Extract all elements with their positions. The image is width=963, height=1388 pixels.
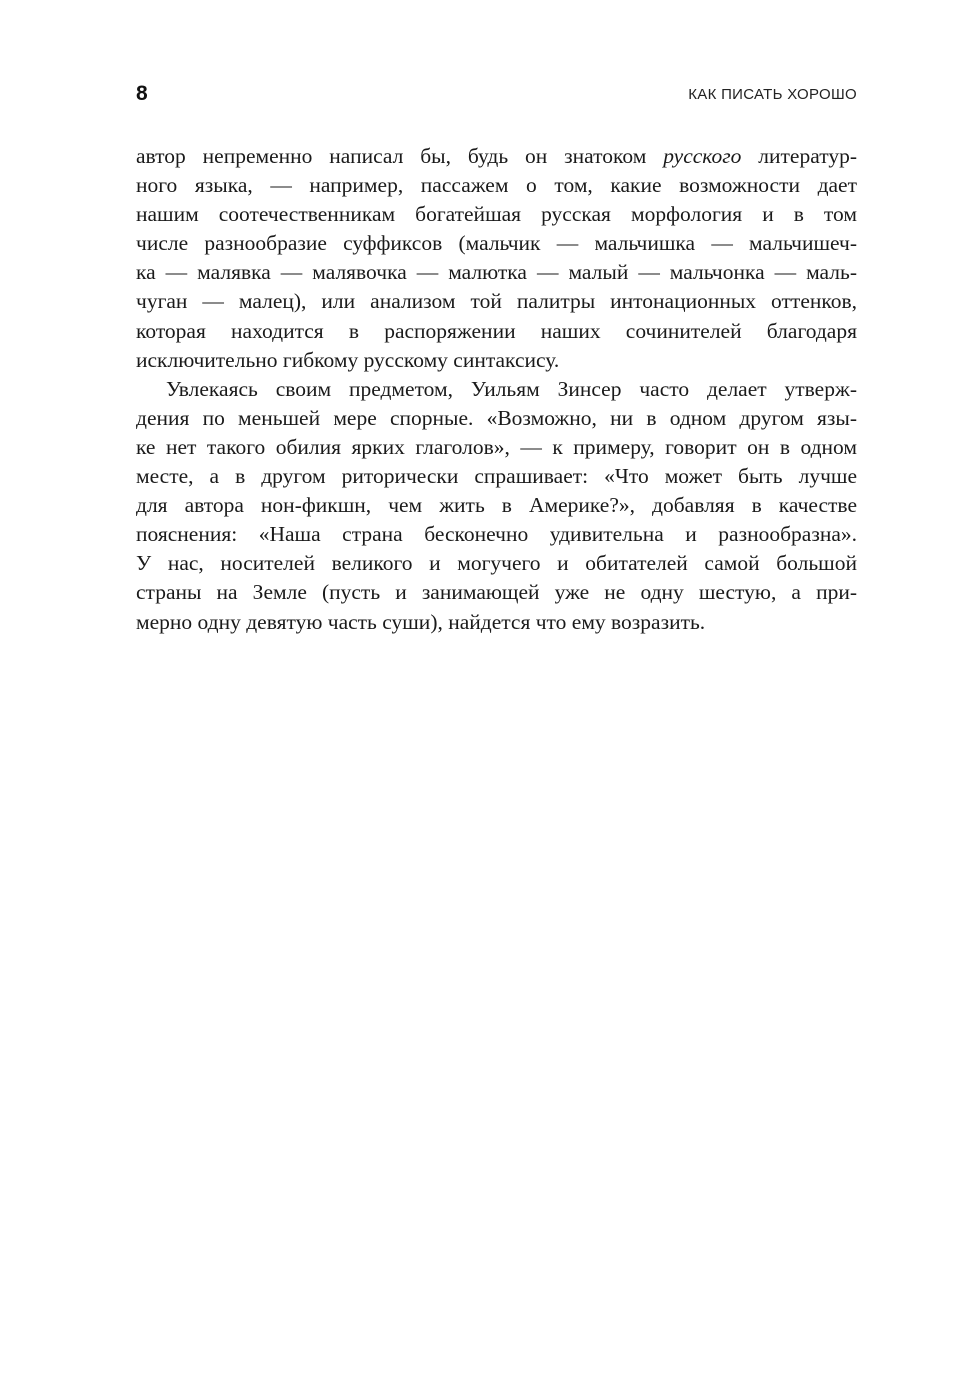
text-line: нашим соотечественникам богатейшая русская морфология и в том [136,202,857,227]
text-line: исключительно гибкому русскому синтаксису. [136,347,560,372]
text-line: дения по меньшей мере спорные. «Возможно, ни в одном другом язы- [136,405,857,430]
text-line: для автора нон-фикшн, чем жить в Америке?», добавляя в качестве [136,493,857,518]
text-line: ка — малявка — малявочка — малютка — малый — мальчонка — маль- [136,260,857,285]
text-line: мерно одну девятую часть суши), найдется что ему возразить. [136,609,706,634]
text-line: У нас, носителей великого и могучего и обитателей самой большой [136,551,857,576]
text-fragment: автор непременно написал бы, будь он знатоком [136,144,664,168]
text-line: которая находится в распоряжении наших сочинителей благодаря [136,318,857,343]
text-line: пояснения: «Наша страна бесконечно удивительна и разнообразна». [136,522,857,547]
body-text [136,142,857,637]
paragraph-2 [136,375,857,637]
page-number: 8 [136,82,148,105]
text-line: Увлекаясь своим предметом, Уильям Зинсер часто делает утверж- [166,376,857,401]
text-fragment: литератур- [741,144,857,168]
italic-word: русского [663,144,742,168]
text-line: чуган — малец), или анализом той палитры интонационных оттенков, [136,289,857,314]
text-line: страны на Земле (пусть и занимающей уже не одну шестую, а при- [136,580,857,605]
text-line: ке нет такого обилия ярких глаголов», — к примеру, говорит он в одном [136,434,857,459]
text-line: числе разнообразие суффиксов (мальчик — мальчишка — мальчишеч- [136,231,857,256]
text-line [136,142,857,171]
paragraph-1 [136,142,857,375]
running-title: КАК ПИСАТЬ ХОРОШО [688,85,857,103]
page-header [136,82,857,106]
text-line: месте, а в другом риторически спрашивает: «Что может быть лучше [136,464,857,489]
text-line: ного языка, — например, пассажем о том, какие возможности дает [136,173,857,198]
